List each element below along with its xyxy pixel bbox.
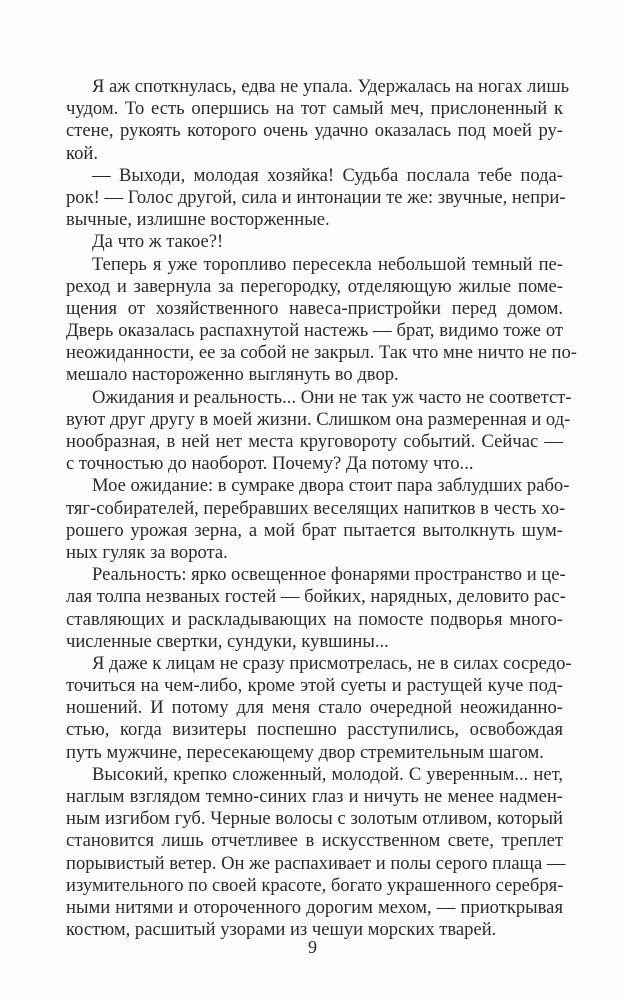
text-line: чудом. То есть опершись на тот самый меч, прислоненный к [66, 98, 563, 120]
text-line: Я даже к лицам не сразу присмотрелась, не в силах сосредо- [92, 652, 572, 674]
text-line: Я аж споткнулась, едва не упала. Удержалась на ногах лишь [92, 76, 570, 97]
text-line: мешало настороженно выглянуть во двор. [66, 364, 399, 386]
text-line: точиться на чем-либо, кроме этой суеты и растущей куче под- [66, 675, 563, 697]
text-line: с точностью до наоборот. Почему? Да потому что... [66, 453, 474, 475]
paragraph [66, 763, 566, 942]
text-line: стью, когда визитеры поспешно расступились, освобождая [66, 719, 563, 741]
text-line: рок! — Голос другой, сила и интонации те же: звучные, непри- [66, 186, 566, 208]
text-line: ношений. И потому для меня стало очередной неожиданно- [66, 697, 563, 719]
text-line: ным изгибом губ. Черные волосы с золотым отливом, который [66, 808, 563, 830]
text-line: щения от хозяйственного навеса-пристройки перед домом. [66, 297, 563, 319]
text-line: путь мужчине, пересекающему двор стремительным шагом. [66, 741, 544, 763]
text-line: лая толпа незваных гостей — бойких, нарядных, деловито рас- [66, 586, 566, 608]
text-line: вуют друг другу в моей жизни. Слишком она размеренная и од- [66, 408, 571, 430]
text-line: Реальность: ярко освещенное фонарями пространство и це- [92, 564, 566, 586]
text-line: становится лишь отчетливее в искусственном свете, треплет [66, 830, 563, 852]
body-text [66, 76, 577, 941]
text-line: тяг-собирателей, перебравших веселящих напитков в честь хо- [66, 497, 566, 519]
text-line: ных гуляк за ворота. [66, 541, 228, 563]
text-line: стене, рукоять которого очень удачно оказалась под моей ру- [66, 120, 563, 142]
paragraph [66, 564, 566, 653]
text-line: костюм, расшитый узорами из чешуи морских тварей. [66, 919, 497, 941]
text-line: Ожидания и реальность... Они не так уж часто не соответст- [92, 386, 572, 408]
page-number: 9 [308, 937, 317, 957]
text-line: вычные, излишне восторженные. [66, 209, 330, 231]
text-line: нообразная, в ней нет места круговороту событий. Сейчас — [66, 431, 563, 452]
text-line: наглым взглядом темно-синих глаз и ничуть не менее надмен- [66, 786, 563, 807]
text-line: численные свертки, сундуки, кувшины... [66, 630, 389, 652]
text-line: Теперь я уже торопливо пересекла небольшой темный пе- [92, 253, 563, 275]
paragraph [66, 386, 572, 476]
text-line: — Выходи, молодая хозяйка! Судьба послала тебе пода- [92, 164, 563, 186]
paragraph [66, 164, 566, 232]
text-line: рошего урожая зерна, а мой брат пытается вытолкнуть шум- [66, 519, 563, 541]
text-line: кой. [66, 142, 98, 164]
text-line: Да что ж такое?! [92, 231, 224, 253]
paragraph [66, 253, 577, 387]
text-line: ставляющих и раскладывающих на помосте подворья много- [66, 608, 563, 630]
text-line: реход и завернула за перегородку, отделяющую жилые поме- [66, 275, 563, 297]
paragraph [66, 652, 572, 764]
text-line: Дверь оказалась распахнутой настежь — брат, видимо тоже от [66, 320, 563, 342]
text-line: ными нитями и отороченного дорогим мехом, — приоткрывая [66, 896, 563, 918]
text-line: изумительного по своей красоте, богато украшенного серебря- [66, 874, 564, 896]
text-line: Высокий, крепко сложенный, молодой. С уверенным... нет, [92, 763, 563, 785]
text-line: неожиданности, ее за собой не закрыл. Так что мне ничто не по- [66, 342, 577, 364]
text-line: Мое ожидание: в сумраке двора стоит пара заблудших рабо- [92, 475, 570, 497]
paragraph [66, 231, 563, 253]
text-line: порывистый ветер. Он же распахивает и полы серого плаща — [66, 852, 566, 874]
paragraph [66, 76, 570, 165]
paragraph [66, 475, 570, 564]
